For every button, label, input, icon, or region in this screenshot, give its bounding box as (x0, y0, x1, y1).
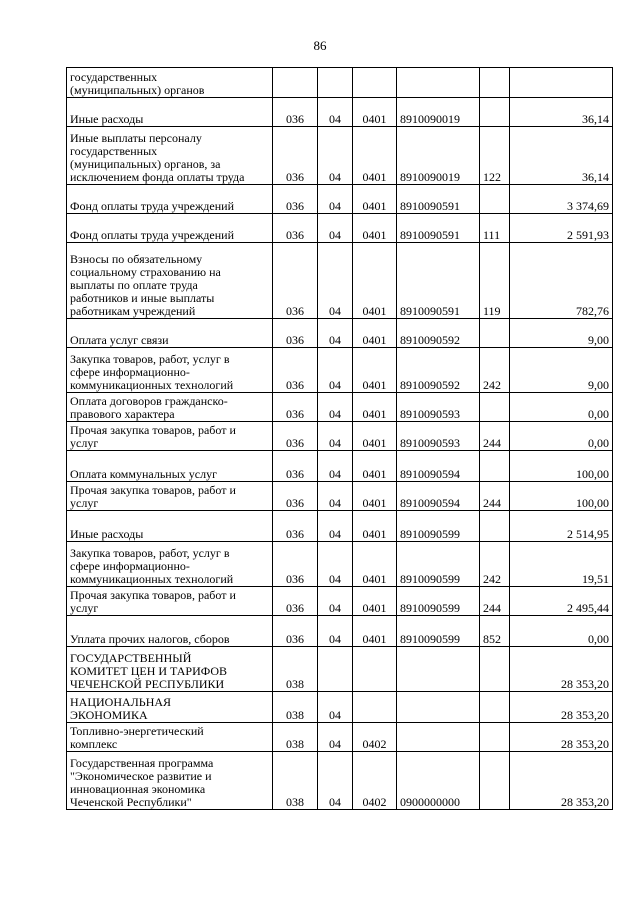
cell-subsection-code: 0401 (353, 542, 397, 587)
cell-target-code: 8910090594 (397, 482, 480, 511)
cell-expense-type: 244 (480, 422, 510, 451)
cell-amount: 2 495,44 (510, 587, 613, 616)
cell-amount: 36,14 (510, 98, 613, 127)
cell-subsection-code: 0401 (353, 511, 397, 542)
cell-amount: 0,00 (510, 422, 613, 451)
table-row (67, 319, 613, 348)
cell-expense-type (480, 692, 510, 723)
cell-section-code: 04 (318, 587, 353, 616)
cell-amount: 0,00 (510, 393, 613, 422)
cell-amount: 2 514,95 (510, 511, 613, 542)
cell-target-code: 8910090591 (397, 214, 480, 243)
cell-amount: 28 353,20 (510, 692, 613, 723)
cell-subsection-code: 0401 (353, 127, 397, 185)
cell-subsection-code (353, 647, 397, 692)
cell-section-code: 04 (318, 214, 353, 243)
cell-target-code: 8910090599 (397, 587, 480, 616)
cell-target-code: 8910090599 (397, 616, 480, 647)
cell-name: Взносы по обязательному социальному страхованию на выплаты по оплате труда работников и иные выплаты работникам учреждений (67, 243, 273, 319)
cell-expense-type: 122 (480, 127, 510, 185)
cell-name: ГОСУДАРСТВЕННЫЙ КОМИТЕТ ЦЕН И ТАРИФОВ ЧЕЧЕНСКОЙ РЕСПУБЛИКИ (67, 647, 273, 692)
cell-expense-type: 111 (480, 214, 510, 243)
cell-target-code: 8910090019 (397, 98, 480, 127)
cell-section-code: 04 (318, 542, 353, 587)
cell-name: Фонд оплаты труда учреждений (67, 185, 273, 214)
table-row (67, 616, 613, 647)
cell-amount: 2 591,93 (510, 214, 613, 243)
cell-subsection-code (353, 692, 397, 723)
table-row (67, 482, 613, 511)
cell-subsection-code: 0401 (353, 348, 397, 393)
cell-section-code: 04 (318, 348, 353, 393)
cell-section-code: 04 (318, 127, 353, 185)
cell-expense-type (480, 185, 510, 214)
cell-ministry-code: 036 (273, 127, 318, 185)
table-row (67, 511, 613, 542)
cell-section-code: 04 (318, 752, 353, 810)
cell-ministry-code: 036 (273, 185, 318, 214)
cell-name: Государственная программа "Экономическое развитие и инновационная экономика Чеченской Республики" (67, 752, 273, 810)
cell-name: Иные расходы (67, 98, 273, 127)
cell-name: Закупка товаров, работ, услуг в сфере информационно- коммуникационных технологий (67, 542, 273, 587)
cell-section-code (318, 68, 353, 98)
cell-ministry-code: 036 (273, 393, 318, 422)
table-row (67, 214, 613, 243)
cell-target-code (397, 723, 480, 752)
table-row (67, 185, 613, 214)
cell-expense-type (480, 98, 510, 127)
table-row (67, 393, 613, 422)
cell-section-code: 04 (318, 482, 353, 511)
cell-subsection-code: 0401 (353, 482, 397, 511)
budget-table (66, 67, 613, 810)
cell-name: Оплата договоров гражданско- правового характера (67, 393, 273, 422)
cell-subsection-code: 0401 (353, 451, 397, 482)
cell-ministry-code: 036 (273, 243, 318, 319)
cell-expense-type: 242 (480, 542, 510, 587)
cell-target-code: 8910090591 (397, 243, 480, 319)
cell-ministry-code: 036 (273, 98, 318, 127)
cell-expense-type: 119 (480, 243, 510, 319)
table-row (67, 723, 613, 752)
cell-amount: 28 353,20 (510, 752, 613, 810)
table-row (67, 587, 613, 616)
cell-expense-type: 852 (480, 616, 510, 647)
cell-target-code (397, 68, 480, 98)
cell-subsection-code: 0402 (353, 723, 397, 752)
cell-amount: 9,00 (510, 348, 613, 393)
cell-amount: 0,00 (510, 616, 613, 647)
cell-target-code: 8910090599 (397, 542, 480, 587)
cell-subsection-code (353, 68, 397, 98)
cell-amount: 782,76 (510, 243, 613, 319)
cell-subsection-code: 0401 (353, 393, 397, 422)
cell-amount: 100,00 (510, 451, 613, 482)
cell-expense-type: 244 (480, 587, 510, 616)
cell-name: НАЦИОНАЛЬНАЯ ЭКОНОМИКА (67, 692, 273, 723)
cell-target-code: 8910090592 (397, 319, 480, 348)
table-row (67, 647, 613, 692)
cell-name: Иные расходы (67, 511, 273, 542)
cell-section-code: 04 (318, 451, 353, 482)
cell-expense-type (480, 319, 510, 348)
cell-name: Прочая закупка товаров, работ и услуг (67, 482, 273, 511)
cell-amount: 3 374,69 (510, 185, 613, 214)
table-row (67, 243, 613, 319)
cell-subsection-code: 0401 (353, 185, 397, 214)
cell-subsection-code: 0401 (353, 587, 397, 616)
table-row (67, 127, 613, 185)
cell-amount: 36,14 (510, 127, 613, 185)
cell-expense-type (480, 511, 510, 542)
cell-subsection-code: 0401 (353, 214, 397, 243)
table-row (67, 542, 613, 587)
cell-section-code (318, 647, 353, 692)
cell-ministry-code: 036 (273, 587, 318, 616)
table-row (67, 348, 613, 393)
cell-amount: 9,00 (510, 319, 613, 348)
cell-section-code: 04 (318, 98, 353, 127)
cell-expense-type (480, 723, 510, 752)
cell-expense-type: 244 (480, 482, 510, 511)
cell-name: Оплата услуг связи (67, 319, 273, 348)
page-number: 86 (313, 38, 327, 53)
cell-ministry-code: 038 (273, 723, 318, 752)
cell-name: Прочая закупка товаров, работ и услуг (67, 422, 273, 451)
cell-name: Оплата коммунальных услуг (67, 451, 273, 482)
cell-ministry-code: 036 (273, 348, 318, 393)
table-row (67, 752, 613, 810)
cell-subsection-code: 0401 (353, 319, 397, 348)
table-row (67, 451, 613, 482)
cell-subsection-code: 0401 (353, 243, 397, 319)
cell-section-code: 04 (318, 243, 353, 319)
cell-ministry-code: 036 (273, 616, 318, 647)
cell-target-code: 8910090592 (397, 348, 480, 393)
cell-ministry-code: 036 (273, 319, 318, 348)
cell-subsection-code: 0402 (353, 752, 397, 810)
cell-name: государственных (муниципальных) органов (67, 68, 273, 98)
table-row (67, 68, 613, 98)
cell-ministry-code: 036 (273, 511, 318, 542)
table-body (67, 68, 613, 810)
cell-ministry-code: 038 (273, 647, 318, 692)
cell-target-code (397, 647, 480, 692)
cell-target-code: 8910090593 (397, 422, 480, 451)
cell-expense-type (480, 393, 510, 422)
table-row (67, 422, 613, 451)
cell-section-code: 04 (318, 692, 353, 723)
table-row (67, 692, 613, 723)
cell-expense-type: 242 (480, 348, 510, 393)
cell-name: Прочая закупка товаров, работ и услуг (67, 587, 273, 616)
cell-section-code: 04 (318, 422, 353, 451)
cell-amount: 28 353,20 (510, 723, 613, 752)
cell-target-code: 0900000000 (397, 752, 480, 810)
cell-subsection-code: 0401 (353, 422, 397, 451)
cell-section-code: 04 (318, 616, 353, 647)
cell-ministry-code (273, 68, 318, 98)
cell-section-code: 04 (318, 319, 353, 348)
cell-name: Уплата прочих налогов, сборов (67, 616, 273, 647)
cell-ministry-code: 036 (273, 422, 318, 451)
cell-target-code (397, 692, 480, 723)
cell-amount (510, 68, 613, 98)
cell-section-code: 04 (318, 723, 353, 752)
cell-expense-type (480, 647, 510, 692)
cell-name: Топливно-энергетический комплекс (67, 723, 273, 752)
cell-ministry-code: 038 (273, 752, 318, 810)
table-row (67, 98, 613, 127)
cell-section-code: 04 (318, 393, 353, 422)
cell-name: Фонд оплаты труда учреждений (67, 214, 273, 243)
cell-ministry-code: 036 (273, 542, 318, 587)
cell-amount: 19,51 (510, 542, 613, 587)
cell-section-code: 04 (318, 185, 353, 214)
cell-amount: 100,00 (510, 482, 613, 511)
cell-target-code: 8910090019 (397, 127, 480, 185)
cell-ministry-code: 036 (273, 482, 318, 511)
cell-name: Иные выплаты персоналу государственных (муниципальных) органов, за исключением фонда оплаты труда (67, 127, 273, 185)
cell-target-code: 8910090594 (397, 451, 480, 482)
cell-ministry-code: 036 (273, 451, 318, 482)
cell-expense-type (480, 451, 510, 482)
cell-expense-type (480, 752, 510, 810)
cell-section-code: 04 (318, 511, 353, 542)
cell-amount: 28 353,20 (510, 647, 613, 692)
cell-target-code: 8910090591 (397, 185, 480, 214)
cell-ministry-code: 036 (273, 214, 318, 243)
cell-subsection-code: 0401 (353, 98, 397, 127)
cell-name: Закупка товаров, работ, услуг в сфере информационно- коммуникационных технологий (67, 348, 273, 393)
cell-target-code: 8910090593 (397, 393, 480, 422)
cell-target-code: 8910090599 (397, 511, 480, 542)
cell-subsection-code: 0401 (353, 616, 397, 647)
cell-expense-type (480, 68, 510, 98)
cell-ministry-code: 038 (273, 692, 318, 723)
